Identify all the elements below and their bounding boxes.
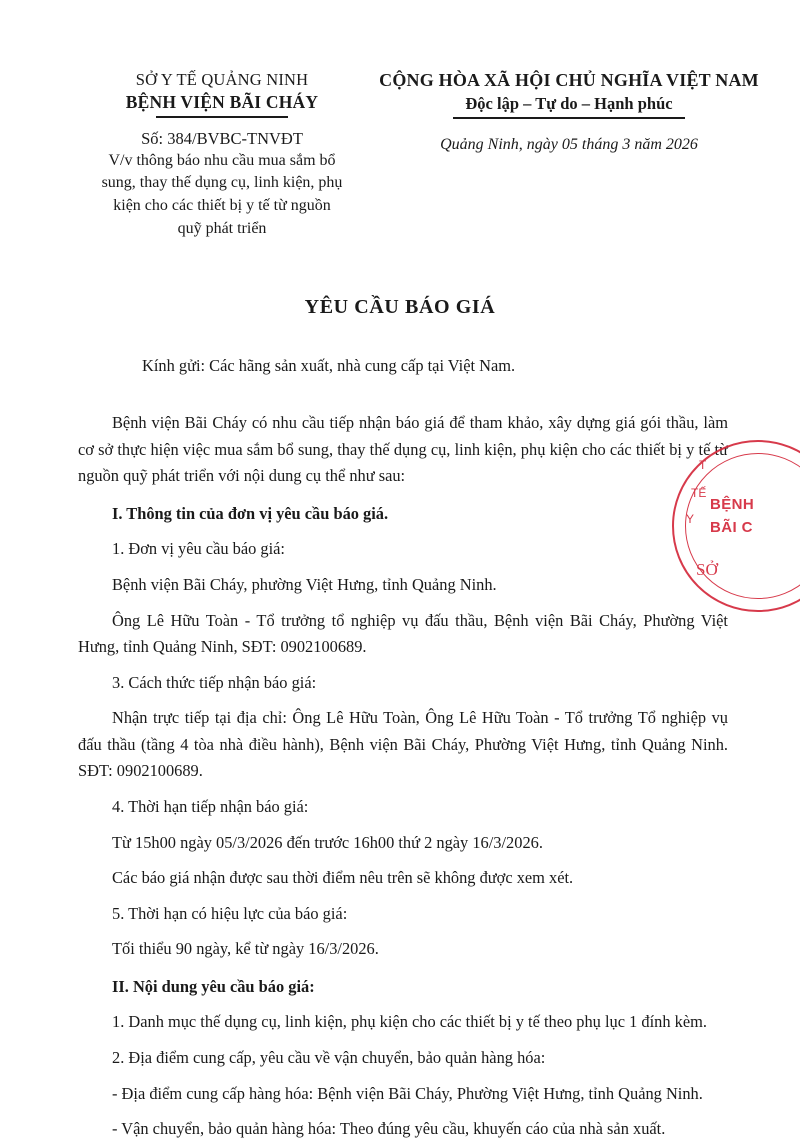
recipient-line: Kính gửi: Các hãng sản xuất, nhà cung cấp tại Việt Nam. [142,356,516,376]
seal-arc-top-text: T [699,458,709,472]
section-1-item-1: 1. Đơn vị yêu cầu báo giá: [112,539,285,559]
place-and-date: Quảng Ninh, ngày 05 tháng 3 năm 2026 [440,135,698,153]
national-motto: Độc lập – Tự do – Hạnh phúc [465,94,673,113]
seal-bottom-text: SỞ [696,560,718,579]
document-header [0,0,800,240]
intro-paragraph: Bệnh viện Bãi Cháy có nhu cầu tiếp nhận báo giá để tham khảo, xây dựng giá gói thầu, làm cơ sở thực hiện việc mua sắm bổ sung, thay thế dụng cụ, linh kiện, phụ kiện cho các thiết bị y tế từ nguồn quỹ phát triển với nội dung cụ thể như sau: [78,413,728,486]
seal-text-line-1: BỆNH [710,496,755,513]
seal-main-text [710,494,754,539]
national-title: CỘNG HÒA XÃ HỘI CHỦ NGHĨA VIỆT NAM [379,70,759,90]
section-1-item-3: Ông Lê Hữu Toàn - Tổ trưởng tổ nghiệp vụ đấu thầu, Bệnh viện Bãi Cháy, Phường Việt Hưng, tỉnh Quảng Ninh, SĐT: 0902100689. [78,610,728,657]
section-2-item-1: 1. Danh mục thế dụng cụ, linh kiện, phụ kiện cho các thiết bị y tế theo phụ lục 1 đính kèm. [112,1012,707,1032]
org-name: BỆNH VIỆN BÃI CHÁY [125,92,319,112]
section-2-item-3: - Địa điểm cung cấp hàng hóa: Bệnh viện Bãi Cháy, Phường Việt Hưng, tỉnh Quảng Ninh. [112,1083,703,1103]
section-1-item-8: Các báo giá nhận được sau thời điểm nêu trên sẽ không được xem xét. [112,868,574,888]
section-1-item-2: Bệnh viện Bãi Cháy, phường Việt Hưng, tỉnh Quảng Ninh. [112,574,497,594]
section-1-item-6: 4. Thời hạn tiếp nhận báo giá: [112,796,309,816]
section-heading-2: II. Nội dung yêu cầu báo giá: [112,976,315,996]
section-2-item-2: 2. Địa điểm cung cấp, yêu cầu về vận chuyển, bảo quản hàng hóa: [112,1048,546,1068]
document-number: Số: 384/BVBC-TNVĐT [141,128,303,148]
issuing-authority-block [72,70,372,240]
seal-arc-left2-text: TẾ [691,486,707,500]
seal-arc-left-text: Y [686,512,695,526]
section-1-item-10: Tối thiểu 90 ngày, kể từ ngày 16/3/2026. [112,939,379,959]
org-divider [156,116,288,118]
section-1-item-5: Nhận trực tiếp tại địa chỉ: Ông Lê Hữu Toàn, Ông Lê Hữu Toàn - Tổ trưởng Tổ nghiệp vụ đấu thầu (tầng 4 tòa nhà điều hành), Bệnh viện Bãi Cháy, Phường Việt Hưng, tỉnh Quảng Ninh. SĐT: 0902100689. [78,708,728,781]
seal-text-line-2: BÃI C [710,518,753,536]
section-2-item-4: - Vận chuyển, bảo quản hàng hóa: Theo đúng yêu cầu, khuyến cáo của nhà sản xuất. [112,1119,666,1139]
org-parent: SỞ Y TẾ QUẢNG NINH [135,70,309,89]
section-1-item-4: 3. Cách thức tiếp nhận báo giá: [112,672,317,692]
section-heading-1: I. Thông tin của đơn vị yêu cầu báo giá. [112,503,389,523]
document-body [78,353,728,1142]
page-title: YÊU CẦU BÁO GIÁ [304,296,496,319]
document-subject: V/v thông báo nhu cầu mua sắm bổ sung, thay thế dụng cụ, linh kiện, phụ kiện cho các thiết bị y tế từ nguồn quỹ phát triển [101,151,343,237]
section-1-item-7: Từ 15h00 ngày 05/3/2026 đến trước 16h00 thứ 2 ngày 16/3/2026. [112,832,543,852]
section-1-item-9: 5. Thời hạn có hiệu lực của báo giá: [112,903,348,923]
national-heading-block [378,70,760,154]
motto-divider [453,117,685,119]
